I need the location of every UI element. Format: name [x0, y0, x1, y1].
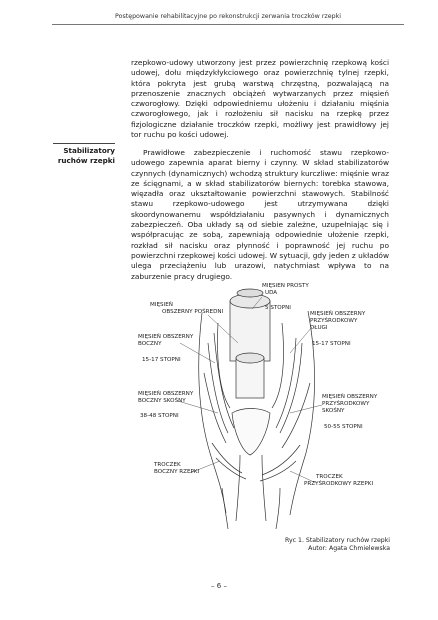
label-vlo-line2: BOCZNY SKOŚNY	[138, 398, 186, 404]
label-vml-line2: PRZYŚRODKOWY	[310, 318, 358, 324]
knee-anatomy-figure	[130, 283, 392, 533]
figure-caption	[250, 537, 390, 553]
label-vi-line2: OBSZERNY POŚREDNI	[162, 309, 224, 315]
label-vmo-line3: SKOŚNY	[322, 408, 345, 414]
label-rectus-line2: UDA	[265, 290, 278, 296]
header-divider	[52, 24, 404, 25]
label-vml-line3: DŁUGI	[310, 325, 328, 331]
label-vmo-deg: 50-55 STOPNI	[324, 424, 363, 430]
label-vl-line1: MIĘSIEŃ OBSZERNY	[138, 334, 194, 340]
label-rectus-deg: 5 STOPNI	[265, 305, 291, 311]
caption-title: Ryc 1. Stabilizatory ruchów rzepki	[285, 537, 390, 544]
label-mr-line2: PRZYŚRODKOWY RZEPKI	[304, 481, 374, 487]
side-heading-line-1: Stabilizatory	[63, 146, 115, 155]
body-paragraph-1: rzepkowo-udowy utworzony jest przez powierzchnię rzepkową kości udowej, dołu międzykłykciowego oraz powierzchnię tylnej rzepki, która pokryta jest grubą warstwą chrzęstną, pozwalającą na przenoszenie znacznych obciążeń wytwarzanych przez mięsień czworogłowy. Dzięki odpowiedniemu ułożeniu i działaniu mięśnia czworogłowego, jak i rozłożeniu sił nacisku na rzepkę przez fizjologiczne działanie troczków rzepki, możliwy jest prawidłowy jej tor ruchu po kości udowej.	[131, 58, 389, 140]
label-vlo-line1: MIĘSIEŃ OBSZERNY	[138, 391, 194, 397]
label-lr-line2: BOCZNY RZEPKI	[154, 469, 200, 475]
label-rectus-line1: MIĘSIEŃ PROSTY	[262, 283, 309, 289]
side-heading	[53, 146, 115, 165]
label-vl-line2: BOCZNY	[138, 341, 162, 347]
caption-author: Autor: Agata Chmielewska	[308, 545, 390, 552]
label-vml-line1: MIĘSIEŃ OBSZERNY	[310, 311, 366, 317]
knee-illustration	[199, 289, 315, 529]
label-vmo-line2: PRZYŚRODKOWY	[322, 401, 370, 407]
page-number: – 6 –	[211, 582, 227, 590]
label-vi-line1: MIĘSIEŃ	[150, 302, 173, 308]
label-vml-deg: 15-17 STOPNI	[312, 341, 351, 347]
side-heading-line-2: ruchów rzepki	[57, 155, 115, 165]
label-lr-line1: TROCZEK	[154, 462, 181, 468]
body-paragraph-2: Prawidłowe zabezpieczenie i ruchomość stawu rzepkowo-udowego zapewnia aparat bierny i czynny. W skład stabilizatorów czynnych (dynamicznych) wchodzą struktury kurczliwe: mięśnie wraz ze ścięgnami, a w skład stabilizatorów biernych: torebka stawowa, więzadła oraz ukształtowanie powierzchni stawowych. Stabilność stawu rzepkowo-udowego jest utrzymywana dzięki skoordynowanemu współdziałaniu pasywnych i dynamicznych zabezpieczeń. Oba układy są od siebie zależne, uzupełniając się i współpracując ze sobą, zapewniają odpowiednie ułożenie rzepki, rozkład sił nacisku oraz płynność i poprawność jej ruchu po powierzchni rzepkowej kości udowej. W sytuacji, gdy jeden z układów ulega przeciążeniu lub urazowi, natychmiast wpływa to na zaburzenie pracy drugiego.	[131, 148, 389, 281]
side-label-divider	[53, 143, 115, 144]
label-vlo-deg: 38-48 STOPNI	[140, 413, 179, 419]
label-mr-line1: TROCZEK	[316, 474, 343, 480]
label-vmo-line1: MIĘSIEŃ OBSZERNY	[322, 394, 378, 400]
label-vl-deg: 15-17 STOPNI	[142, 357, 181, 363]
running-header: Postępowanie rehabilitacyjne po rekonstrukcji zerwania troczków rzepki	[115, 13, 341, 20]
